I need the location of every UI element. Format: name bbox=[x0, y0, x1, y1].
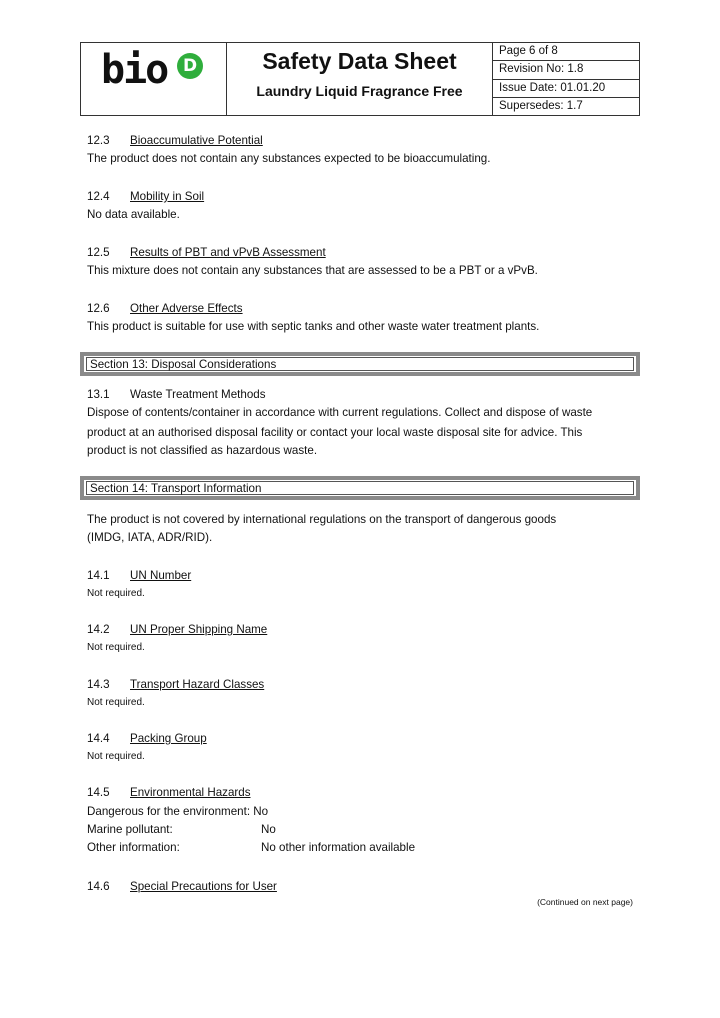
paragraph-line: product at an authorised disposal facility or contact your local waste disposal site for advice. This bbox=[87, 426, 583, 439]
subsection-text-14-2: Not required. bbox=[87, 642, 145, 653]
logo-mark: D bbox=[177, 53, 203, 79]
row-label: Marine pollutant: bbox=[87, 823, 173, 836]
subsection-title: UN Number bbox=[130, 569, 192, 582]
header-meta bbox=[493, 43, 639, 115]
env-row-dangerous bbox=[87, 803, 268, 821]
subsection-title: Other Adverse Effects bbox=[130, 302, 243, 315]
subsection-title: Environmental Hazards bbox=[130, 786, 251, 799]
subsection-heading-12-3 bbox=[87, 132, 263, 150]
subsection-number: 12.6 bbox=[87, 302, 110, 315]
subsection-number: 14.2 bbox=[87, 623, 110, 636]
subsection-number: 14.4 bbox=[87, 732, 110, 745]
subsection-text-14-3: Not required. bbox=[87, 697, 145, 708]
subsection-title: Mobility in Soil bbox=[130, 190, 205, 203]
issue-date: Issue Date: 01.01.20 bbox=[493, 80, 639, 98]
row-value: No other information available bbox=[261, 841, 416, 854]
env-row-marine bbox=[87, 821, 276, 839]
paragraph-line: product is not classified as hazardous waste. bbox=[87, 444, 318, 457]
subsection-title: Bioaccumulative Potential bbox=[130, 134, 263, 147]
subsection-heading-13-1 bbox=[87, 386, 266, 404]
subsection-text-12-5: This mixture does not contain any substances that are assessed to be a PBT or a vPvB. bbox=[87, 264, 538, 277]
subsection-title: Special Precautions for User bbox=[130, 880, 277, 893]
section-13-bar bbox=[80, 352, 640, 376]
row-value: No bbox=[253, 805, 269, 818]
subsection-number: 14.6 bbox=[87, 880, 110, 893]
section-heading: Section 14: Transport Information bbox=[86, 481, 634, 495]
subsection-number: 12.4 bbox=[87, 190, 110, 203]
subsection-number: 13.1 bbox=[87, 388, 110, 401]
continued-note: (Continued on next page) bbox=[537, 897, 633, 907]
subsection-heading-14-4 bbox=[87, 730, 207, 748]
subsection-text-14-1: Not required. bbox=[87, 588, 145, 599]
paragraph-line: (IMDG, IATA, ADR/RID). bbox=[87, 531, 213, 544]
subsection-heading-14-5 bbox=[87, 784, 251, 802]
subsection-title: UN Proper Shipping Name bbox=[130, 623, 268, 636]
subsection-number: 12.5 bbox=[87, 246, 110, 259]
subsection-text-12-6: This product is suitable for use with septic tanks and other waste water treatment plants. bbox=[87, 320, 540, 333]
subsection-number: 14.3 bbox=[87, 678, 110, 691]
supersedes: Supersedes: 1.7 bbox=[499, 99, 583, 112]
subsection-text-14-4: Not required. bbox=[87, 751, 145, 762]
row-label: Other information: bbox=[87, 841, 180, 854]
subsection-title: Waste Treatment Methods bbox=[130, 388, 266, 401]
subsection-number: 14.1 bbox=[87, 569, 110, 582]
page-number: Page 6 of 8 bbox=[493, 43, 639, 61]
subsection-heading-14-2 bbox=[87, 621, 267, 639]
row-label: Dangerous for the environment: bbox=[87, 805, 251, 818]
company-logo bbox=[81, 43, 227, 115]
subsection-title: Results of PBT and vPvB Assessment bbox=[130, 246, 326, 259]
subsection-heading-14-3 bbox=[87, 676, 264, 694]
product-name: Laundry Liquid Fragrance Free bbox=[256, 83, 463, 99]
subsection-heading-12-6 bbox=[87, 300, 243, 318]
subsection-text-12-4: No data available. bbox=[87, 208, 180, 221]
subsection-heading-14-1 bbox=[87, 567, 191, 585]
subsection-number: 14.5 bbox=[87, 786, 110, 799]
paragraph-line: Dispose of contents/container in accordance with current regulations. Collect and dispose of waste bbox=[87, 406, 593, 419]
subsection-text-12-3: The product does not contain any substances expected to be bioaccumulating. bbox=[87, 152, 491, 165]
header-title-block bbox=[227, 43, 493, 115]
subsection-heading-14-6 bbox=[87, 878, 277, 896]
document-title: Safety Data Sheet bbox=[262, 48, 457, 74]
revision-number: Revision No: 1.8 bbox=[493, 61, 639, 79]
subsection-title: Packing Group bbox=[130, 732, 207, 745]
subsection-title: Transport Hazard Classes bbox=[130, 678, 265, 691]
env-row-other bbox=[87, 839, 415, 857]
section-heading: Section 13: Disposal Considerations bbox=[86, 357, 634, 371]
subsection-heading-12-5 bbox=[87, 244, 326, 262]
logo-wordmark: bio bbox=[101, 47, 168, 93]
subsection-heading-12-4 bbox=[87, 188, 204, 206]
paragraph-line: The product is not covered by international regulations on the transport of dangerous goods bbox=[87, 513, 557, 526]
row-value: No bbox=[261, 823, 276, 836]
section-14-bar bbox=[80, 476, 640, 500]
subsection-number: 12.3 bbox=[87, 134, 110, 147]
document-header bbox=[80, 42, 640, 116]
